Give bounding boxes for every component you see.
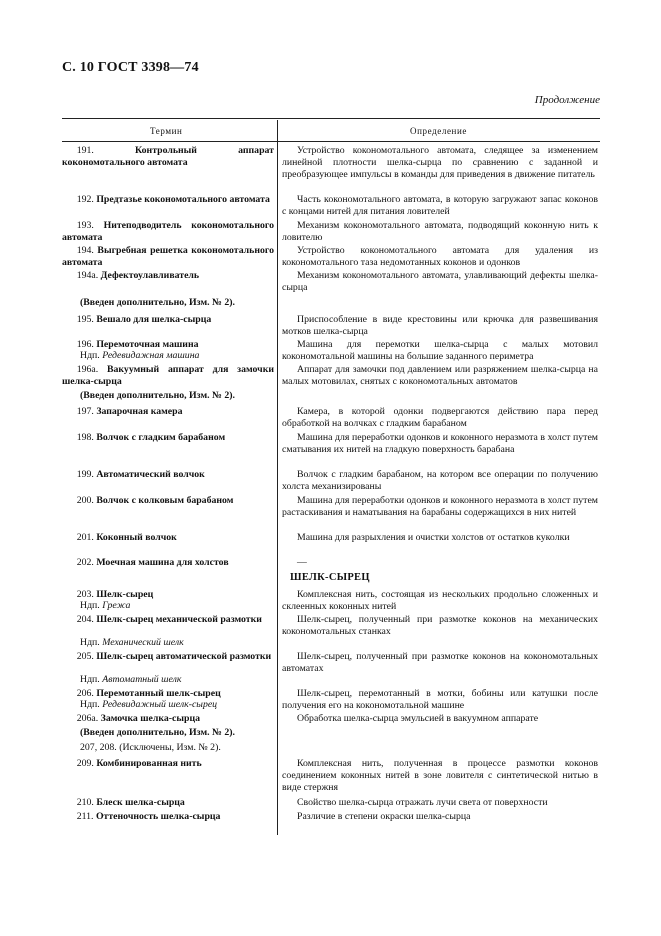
definition-199: Волчок с гладким барабаном, на котором все операции по получению холста механизированы (282, 469, 598, 492)
amendment-note: (Введен дополнительно, Изм. № 2). (80, 390, 235, 401)
term-203: 203. Шелк-сырец (76, 589, 154, 600)
definition-191: Устройство кокономотального автомата, следящее за изменением линейной плотности шелка-сырца по сравнению с заданной и преобразующее импульсы в команды для приведения в движение питатель (282, 145, 598, 180)
definition-205: Шелк-сырец, полученный при размотке коконов на кокономотальных автоматах (282, 651, 598, 674)
term-199: 199. Автоматический волчок (76, 469, 205, 480)
definition-192: Часть кокономотального автомата, в которую загружают запас коконов с концами нитей для питания ловителей (282, 194, 598, 217)
term-196: 196. Перемоточная машина (76, 339, 199, 350)
definition-196a: Аппарат для замочки под давлением или разряжением шелка-сырца на малых мотовилах, снятых с кокономотальных автоматов (282, 364, 598, 387)
term-205: 205. Шелк-сырец автоматической размотки (76, 651, 272, 662)
section-heading: ШЕЛК-СЫРЕЦ (290, 572, 370, 583)
nonrecommended-203: Ндп. Грежа (80, 600, 131, 611)
definition-209: Комплексная нить, полученная в процессе размотки коконов соединением коконных нитей в зоне ловителя с синтетической нитью в виде стержня (282, 758, 598, 793)
nonrecommended-196: Ндп. Редевидажная машина (80, 350, 200, 361)
page-title: С. 10 ГОСТ 3398—74 (62, 60, 199, 75)
amendment-note: (Введен дополнительно, Изм. № 2). (80, 297, 235, 308)
term-202: 202. Моечная машина для холстов (76, 557, 229, 568)
amendment-note: (Введен дополнительно, Изм. № 2). (80, 727, 235, 738)
term-197: 197. Запарочная камера (76, 406, 183, 417)
term-201: 201. Коконный волчок (76, 532, 177, 543)
term-198: 198. Волчок с гладким барабаном (76, 432, 226, 443)
term-194a: 194а. Дефектоулавливатель (76, 270, 200, 281)
nonrecommended-206: Ндп. Редевидажный шелк-сырец (80, 699, 218, 710)
term-194: 194. Выгребная решетка кокономотального автомата (62, 245, 275, 268)
term-192: 192. Предтазье кокономотального автомата (76, 194, 270, 205)
nonrecommended-205: Ндп. Автоматный шелк (80, 674, 182, 685)
nonrecommended-204: Ндп. Механический шелк (80, 637, 184, 648)
definition-195: Приспособление в виде крестовины или крючка для развешивания мотков шелка-сырца (282, 314, 598, 337)
term-195: 195. Вешало для шелка-сырца (76, 314, 212, 325)
definition-198: Машина для переработки одонков и коконного неразмота в холст путем сматывания их нитей на гладкую поверхность барабана (282, 432, 598, 455)
definition-202: — (297, 557, 307, 568)
column-header-term: Термин (150, 126, 183, 136)
definition-201: Машина для разрыхления и очистки холстов от остатков куколки (297, 532, 570, 543)
term-204: 204. Шелк-сырец механической размотки (76, 614, 262, 625)
definition-204: Шелк-сырец, полученный при размотке коконов на механических кокономотальных станках (282, 614, 598, 637)
term-193: 193. Нитеподводитель кокономотального автомата (62, 220, 275, 243)
definition-194a: Механизм кокономотального автомата, улавливающий дефекты шелка-сырца (282, 270, 598, 293)
term-210: 210. Блеск шелка-сырца (76, 797, 185, 808)
column-header-definition: Определение (410, 126, 467, 136)
definition-206: Шелк-сырец, перемотанный в мотки, бобины или катушки после получения его на кокономотальной машине (282, 688, 598, 711)
term-209: 209. Комбинированная нить (76, 758, 202, 769)
term-196a: 196а. Вакуумный аппарат для замочки шелка-сырца (62, 364, 274, 387)
term-211: 211. Оттеночность шелка-сырца (76, 811, 221, 822)
definition-194: Устройство кокономотального автомата для удаления из кокономотального таза недомотанных коконов и одонков (282, 245, 598, 268)
table-top-rule (62, 118, 600, 119)
continuation-label: Продолжение (534, 94, 600, 106)
definition-203: Комплексная нить, состоящая из нескольких продольно сложенных и склеенных коконных нитей (282, 589, 598, 612)
term-206a: 206а. Замочка шелка-сырца (76, 713, 201, 724)
term-191: 191. Контрольный аппарат кокономотального автомата (62, 145, 274, 168)
definition-197: Камера, в которой одонки подвергаются действию пара перед обработкой на волчках с гладким барабаном (282, 406, 598, 429)
column-divider (277, 120, 278, 835)
definition-196: Машина для перемотки шелка-сырца с малых мотовил кокономотальной машины на большие заданного периметра (282, 339, 598, 362)
table-header-rule (62, 141, 600, 142)
definition-200: Машина для переработки одонков и коконного неразмота в холст путем растаскивания и наматывания на барабаны содержащихся в них нитей (282, 495, 598, 518)
term-206: 206. Перемотанный шелк-сырец (76, 688, 221, 699)
definition-193: Механизм кокономотального автомата, подводящий коконную нить к ловителю (282, 220, 598, 243)
excluded-note: 207, 208. (Исключены, Изм. № 2). (80, 742, 221, 753)
term-200: 200. Волчок с колковым барабаном (76, 495, 234, 506)
definition-210: Свойство шелка-сырца отражать лучи света от поверхности (297, 797, 548, 808)
definition-211: Различие в степени окраски шелка-сырца (297, 811, 471, 822)
definition-206a: Обработка шелка-сырца эмульсией в вакуумном аппарате (297, 713, 539, 724)
